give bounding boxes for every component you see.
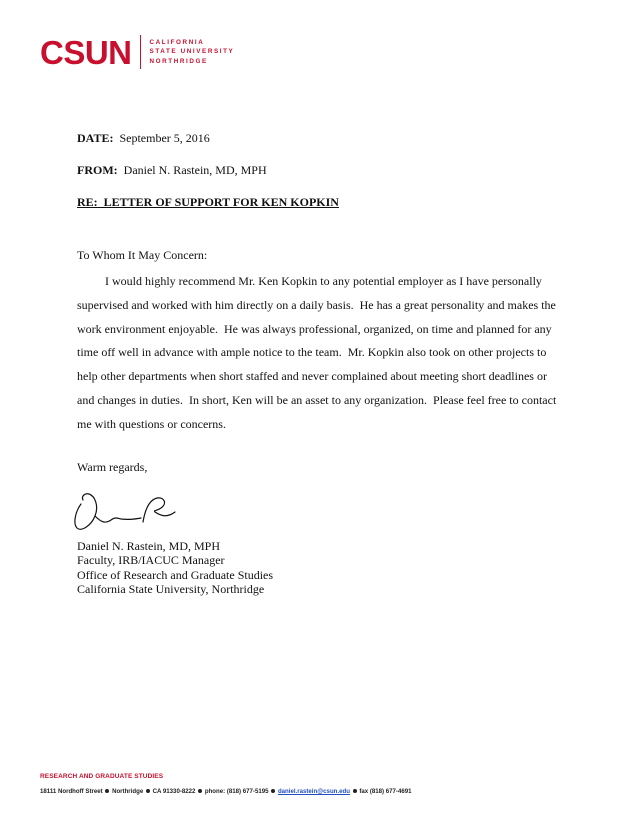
bullet-icon xyxy=(198,789,202,793)
signer-title: Faculty, IRB/IACUC Manager xyxy=(77,553,225,568)
footer-city: Northridge xyxy=(112,788,144,795)
signature-block xyxy=(77,539,273,597)
footer-address: 18111 Nordhoff Street xyxy=(40,788,103,795)
logo-wordmark: CSUN xyxy=(40,33,132,71)
signer-institution: California State University, Northridge xyxy=(77,582,265,597)
date-line xyxy=(77,130,210,146)
letter-body: I would highly recommend Mr. Ken Kopkin to any potential employer as I have personally supervised and worked with him directly on a daily basis. He has a great personality and makes the work environment enjoyable. He was always professional, organized, on time and planned for any time off well in advance with ample notice to the team. Mr. Kopkin also took on other projects to help other departments when short staffed and never complained about meeting short deadlines or and changes in duties. In short, Ken will be an asset to any organization. Please feel free to contact me with questions or concerns. xyxy=(77,274,560,431)
footer-email-link[interactable]: daniel.rastein@csun.edu xyxy=(277,788,350,795)
bullet-icon xyxy=(353,789,357,793)
from-label: FROM: xyxy=(77,163,118,177)
logo-subtitle xyxy=(150,38,235,67)
footer-phone: phone: (818) 677-5195 xyxy=(204,788,269,795)
footer-title: RESEARCH AND GRADUATE STUDIES xyxy=(40,773,164,780)
footer xyxy=(40,772,412,796)
date-label: DATE: xyxy=(77,131,114,145)
footer-state-zip: CA 91330-8222 xyxy=(152,788,196,795)
logo-line-1: CALIFORNIA xyxy=(149,38,205,46)
bullet-icon xyxy=(146,789,150,793)
footer-fax: fax (818) 677-4691 xyxy=(359,788,412,795)
date-value: September 5, 2016 xyxy=(119,131,210,145)
from-line xyxy=(77,162,267,178)
signer-office: Office of Research and Graduate Studies xyxy=(77,567,274,582)
logo-line-3: NORTHRIDGE xyxy=(149,57,208,65)
logo-line-2: STATE UNIVERSITY xyxy=(149,48,235,56)
footer-contact-line xyxy=(40,787,412,796)
handwritten-signature xyxy=(71,482,181,534)
signer-name: Daniel N. Rastein, MD, MPH xyxy=(77,539,220,553)
from-value: Daniel N. Rastein, MD, MPH xyxy=(123,163,267,177)
bullet-icon xyxy=(271,789,275,793)
salutation: To Whom It May Concern: xyxy=(77,248,208,262)
subject-line: RE: LETTER OF SUPPORT FOR KEN KOPKIN xyxy=(77,195,339,209)
logo-divider xyxy=(140,35,141,69)
closing: Warm regards, xyxy=(77,460,148,474)
csun-logo xyxy=(40,35,234,69)
bullet-icon xyxy=(105,789,109,793)
